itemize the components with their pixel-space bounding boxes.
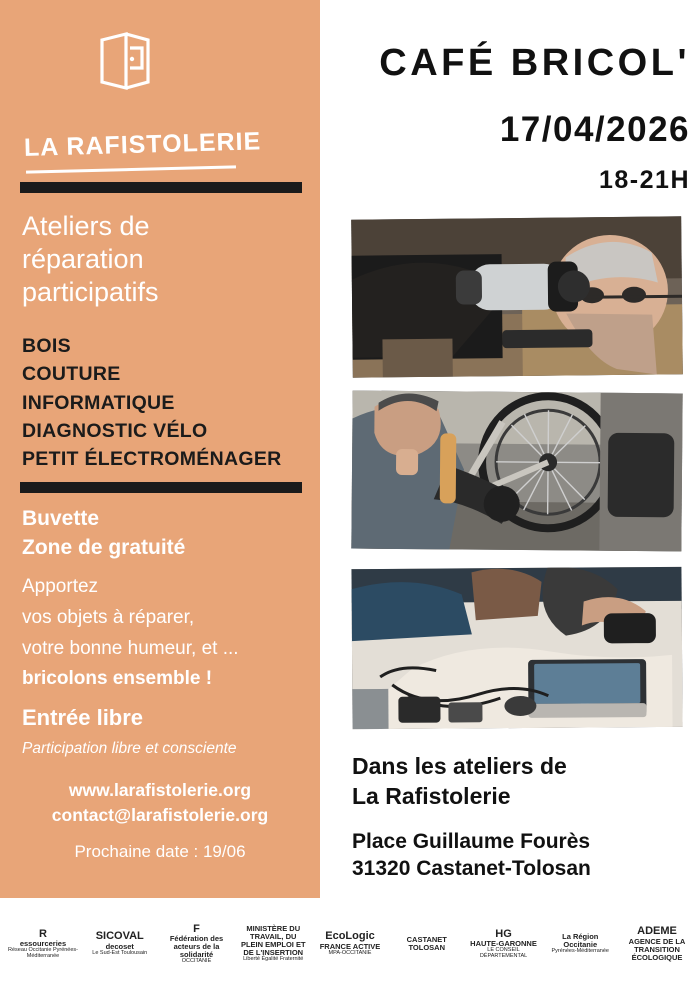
photo-workbench (351, 567, 682, 729)
partner-logo-haute-garonne (469, 929, 539, 960)
partner-logo-primary: SICOVAL (95, 930, 144, 943)
partner-logo-caption: OCCITANIE (181, 957, 212, 964)
partner-logos (0, 898, 700, 990)
partner-logo-secondary: HAUTE-GARONNE (470, 939, 537, 949)
partner-logo-primary: F (193, 922, 200, 935)
organization-name: LA RAFISTOLERIE (23, 127, 262, 162)
workshop-category: DIAGNOSTIC VÉLO (22, 419, 208, 442)
bring-line: votre bonne humeur, et ... (22, 637, 239, 659)
partner-logo-caption: Pyrénées-Méditerranée (551, 947, 609, 954)
partner-logo-primary: HG (495, 927, 512, 940)
open-box-icon (96, 30, 158, 92)
partner-logo-secondary: Fédération des acteurs de la solidarité (169, 934, 224, 959)
event-hours: 18-21H (599, 166, 690, 194)
partner-logo-castanet-tolosan (392, 936, 462, 952)
venue-block (352, 752, 692, 812)
service-item: Zone de gratuité (22, 535, 186, 559)
partner-logo-federation-acteurs-solidarite (162, 924, 232, 965)
partner-logo-primary: EcoLogic (325, 930, 375, 943)
workshops-title-line-3: participatifs (22, 276, 159, 307)
bring-line: Apportez (22, 576, 99, 597)
partner-logo-caption: Liberté Égalité Fraternité (243, 955, 304, 962)
venue-line-1: Dans les ateliers de (352, 753, 567, 779)
divider-top (20, 182, 302, 193)
partner-logo-sicoval (85, 931, 155, 956)
email-link[interactable]: contact@larafistolerie.org (51, 805, 269, 826)
website-link[interactable]: www.larafistolerie.org (68, 780, 252, 800)
workshop-category: BOIS (22, 335, 71, 357)
venue-line-2: La Rafistolerie (352, 782, 511, 809)
next-date: Prochaine date : 19/06 (74, 842, 246, 861)
partner-logo-reseau-ressourceries-occitanie (8, 929, 78, 960)
partner-logo-region-occitanie (545, 933, 615, 955)
bring-call-to-action: bricolons ensemble ! (22, 668, 213, 690)
partner-logo-secondary: decoset (105, 941, 134, 951)
address-block (352, 828, 696, 883)
entry-subtitle: Participation libre et consciente (22, 740, 237, 757)
address-line-1: Place Guillaume Fourès (352, 830, 591, 853)
workshops-title (22, 210, 312, 309)
partner-logo-secondary: essourceries (19, 939, 67, 949)
partner-logo-primary: R (39, 927, 47, 940)
partner-logo-caption: MPA-OCCITANIE (328, 949, 372, 956)
partner-logo-ecologic-france-active (315, 931, 385, 956)
partner-logo-secondary: MINISTÈRE DU TRAVAIL, DU PLEIN EMPLOI ET DE L'INSERTION (240, 924, 306, 957)
partner-logo-secondary: La Région Occitanie (562, 932, 599, 950)
partner-logo-caption: Réseau Occitanie Pyrénées-Méditerranée (8, 946, 79, 959)
entry-title: Entrée libre (22, 705, 144, 730)
bring-instructions (22, 572, 312, 695)
bring-line: vos objets à réparer, (22, 606, 195, 628)
partner-logo-secondary: CASTANET TOLOSAN (406, 935, 447, 952)
logo-underline (26, 165, 236, 173)
workshop-categories (22, 332, 318, 473)
event-date: 17/04/2026 (499, 110, 690, 149)
organization-logo (0, 18, 320, 178)
services-list (22, 505, 312, 563)
workshop-category: COUTURE (22, 363, 121, 386)
page-title: CAFÉ BRICOL' (379, 42, 690, 84)
partner-logo-caption: LE CONSEIL DÉPARTEMENTAL (479, 946, 528, 959)
partner-logo-ademe (622, 926, 692, 961)
service-item: Buvette (22, 507, 100, 530)
divider-middle (20, 482, 302, 493)
partner-logo-secondary: FRANCE ACTIVE (319, 941, 381, 951)
address-line-2: 31320 Castanet-Tolosan (352, 857, 591, 881)
partner-logo-primary: ADEME (637, 925, 677, 938)
photo-bike-repair (351, 391, 682, 552)
workshops-title-line-1: Ateliers de (22, 211, 150, 241)
partner-logo-secondary: AGENCE DE LA TRANSITION ÉCOLOGIQUE (628, 936, 686, 962)
partner-logo-ministere-travail-emploi-insertion (238, 925, 308, 962)
workshops-title-line-2: réparation (22, 243, 144, 274)
contact-block (0, 778, 320, 829)
partner-logo-caption: Le Sud-Est Toulousain (92, 949, 148, 956)
workshop-category: INFORMATIQUE (22, 391, 175, 414)
workshop-category: PETIT ÉLECTROMÉNAGER (22, 448, 282, 471)
photo-repair-appliance (351, 216, 683, 377)
